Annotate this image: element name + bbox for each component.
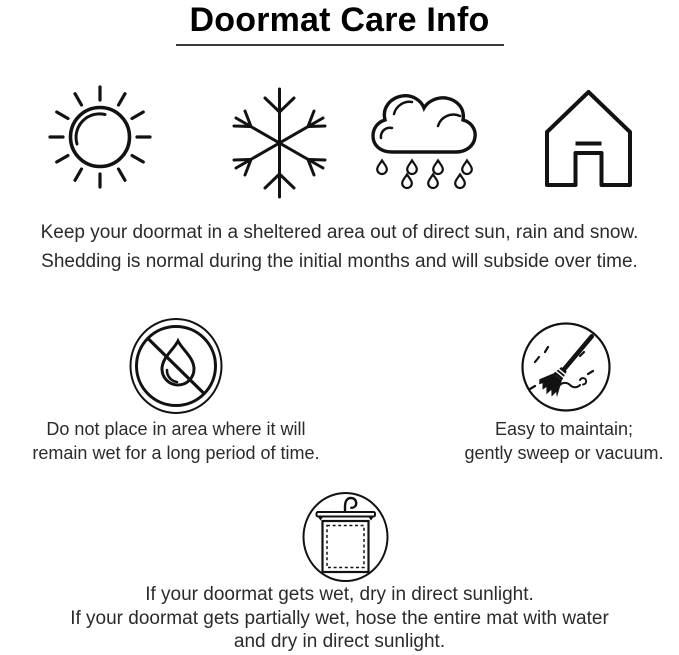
sun-icon <box>48 84 153 189</box>
maintain-caption-line-1: Easy to maintain; <box>494 419 634 439</box>
drying-caption <box>0 583 679 654</box>
intro-line-1: Keep your doormat in a sheltered area out of direct sun, rain and snow. <box>40 222 639 243</box>
hanging-mat-icon <box>301 490 389 582</box>
maintain-caption <box>448 417 679 465</box>
snowflake-icon <box>219 85 340 201</box>
no-water-caption <box>0 417 352 465</box>
page-title-text: Doormat Care Info <box>176 2 504 46</box>
no-water-drop-icon <box>128 317 224 415</box>
maintain-caption-line-2: gently sweep or vacuum. <box>464 443 664 463</box>
raindrops <box>377 161 472 189</box>
broom-icon <box>519 321 613 413</box>
drying-caption-line-2: If your doormat gets partially wet, hose the entire mat with water <box>70 607 609 629</box>
rain-cloud-icon <box>368 88 480 190</box>
dust-swirl <box>559 378 586 387</box>
intro-paragraph <box>0 219 679 276</box>
no-water-caption-line-1: Do not place in area where it will <box>46 419 306 439</box>
house-icon <box>540 86 637 188</box>
no-water-caption-line-2: remain wet for a long period of time. <box>32 443 320 463</box>
intro-line-2: Shedding is normal during the initial months and will subside over time. <box>41 250 638 272</box>
drying-caption-line-3: and dry in direct sunlight. <box>233 631 446 652</box>
drying-caption-line-1: If your doormat gets wet, dry in direct sunlight. <box>145 584 534 605</box>
page-title <box>0 2 679 46</box>
